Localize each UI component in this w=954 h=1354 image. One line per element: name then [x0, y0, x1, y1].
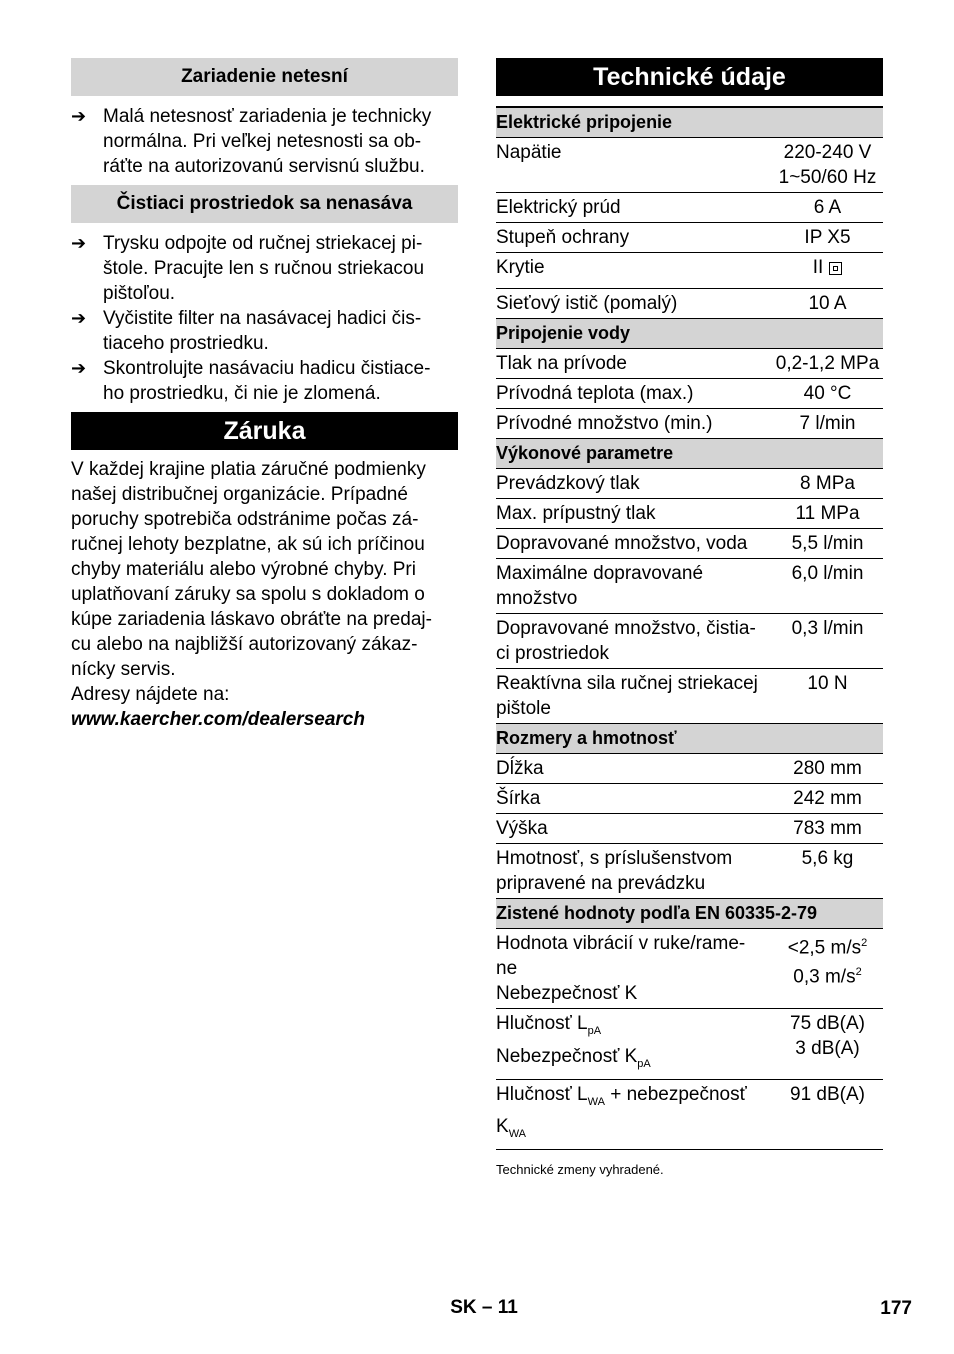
section-title: Elektrické pripojenie: [496, 107, 883, 138]
table-row: [496, 814, 883, 844]
leak-bullets: [71, 104, 458, 179]
row-value: 40 °C: [772, 379, 883, 409]
section-row: [496, 899, 883, 929]
row-label: Stupeň ochrany: [496, 223, 772, 253]
row-label: Šírka: [496, 784, 772, 814]
power-label: Hlučnosť L: [496, 1083, 588, 1105]
footnote: Technické zmeny vyhradené.: [496, 1162, 664, 1178]
table-row: [496, 1009, 883, 1080]
table-row: [496, 529, 883, 559]
row-value: 6,0 l/min: [772, 559, 883, 614]
subscript: WA: [587, 1095, 605, 1108]
section-title: Výkonové parametre: [496, 439, 883, 469]
section-row: [496, 107, 883, 138]
row-value: 7 l/min: [772, 409, 883, 439]
subscript: WA: [508, 1128, 526, 1141]
row-label: Napätie: [496, 138, 772, 193]
section-page-label: SK – 11: [450, 1297, 518, 1318]
uncertainty-label: Nebezpečnosť K: [496, 983, 638, 1004]
arrow-icon: ➔: [71, 106, 87, 126]
arrow-icon: ➔: [71, 358, 87, 378]
arrow-icon: ➔: [71, 308, 87, 328]
paragraph-line: našej distribučnej organizácie. Prípadné: [71, 484, 408, 505]
section-row: [496, 439, 883, 469]
bullet-item: [71, 104, 458, 179]
row-value: 91 dB(A): [772, 1079, 883, 1150]
row-label: Prívodné množstvo (min.): [496, 409, 772, 439]
row-value: 0,2-1,2 MPa: [772, 349, 883, 379]
bullet-line: štole. Pracujte len s ručnou striekacou: [103, 258, 425, 279]
table-row: [496, 193, 883, 223]
row-label: Reaktívna sila ručnej striekacej pištole: [496, 669, 772, 724]
bullet-line: Malá netesnosť zariadenia je technicky: [103, 106, 432, 127]
detergent-bullets: [71, 231, 458, 406]
row-value: 5,6 kg: [772, 844, 883, 899]
row-label: [496, 1009, 772, 1080]
row-value: 783 mm: [772, 814, 883, 844]
paragraph-line: poruchy spotrebiča odstránime počas zá-: [71, 509, 419, 530]
subscript: pA: [637, 1057, 651, 1070]
voltage-value: 220-240 V: [783, 142, 872, 163]
bullet-line: normálna. Pri veľkej netesnosti sa ob-: [103, 131, 422, 152]
table-row: [496, 929, 883, 1009]
paragraph-line: V každej krajine platia záručné podmienky: [71, 459, 426, 480]
vibration-label: Hodnota vibrácií v ruke/rame-ne: [496, 933, 746, 979]
vibration-value: <2,5 m/s: [787, 937, 862, 959]
left-column: [71, 58, 458, 732]
table-row: [496, 784, 883, 814]
row-value: 5,5 l/min: [772, 529, 883, 559]
bullet-item: [71, 231, 458, 306]
superscript: 2: [861, 937, 868, 949]
row-label: Prevádzkový tlak: [496, 469, 772, 499]
paragraph-line: uplatňovaní záruky sa spolu s dokladom o: [71, 584, 425, 605]
row-value: [772, 138, 883, 193]
table-row: [496, 253, 883, 289]
tech-data-heading: Technické údaje: [496, 58, 883, 96]
section-title: Pripojenie vody: [496, 319, 883, 349]
noise-label: Hlučnosť L: [496, 1013, 588, 1034]
power-label: + nebezpečnosť K: [496, 1083, 747, 1138]
table-row: [496, 138, 883, 193]
subscript: pA: [587, 1024, 602, 1037]
spec-table: [496, 106, 883, 1150]
leak-heading: Zariadenie netesní: [71, 58, 458, 96]
table-row: [496, 469, 883, 499]
row-value: 11 MPa: [772, 499, 883, 529]
table-row: [496, 223, 883, 253]
section-title: Zistené hodnoty podľa EN 60335-2-79: [496, 899, 883, 929]
warranty-text: [71, 457, 458, 732]
table-row: [496, 844, 883, 899]
table-row: [496, 614, 883, 669]
table-row: [496, 499, 883, 529]
bullet-line: Skontrolujte nasávaciu hadicu čistiace-: [103, 358, 431, 379]
row-value: [772, 1009, 883, 1080]
row-value: 242 mm: [772, 784, 883, 814]
frequency-value: 1~50/60 Hz: [778, 167, 877, 188]
row-label: Krytie: [496, 253, 772, 289]
row-value: IP X5: [772, 223, 883, 253]
bullet-line: ráťte na autorizovanú servisnú službu.: [103, 156, 425, 177]
protection-class-icon: [829, 262, 842, 275]
detergent-heading: Čistiaci prostriedok sa nenasáva: [71, 185, 458, 223]
row-label: Dopravované množstvo, voda: [496, 529, 772, 559]
row-label: [496, 929, 772, 1009]
row-label: Dopravované množstvo, čistia-ci prostriedok: [496, 614, 772, 669]
table-row: [496, 754, 883, 784]
row-label: Sieťový istič (pomalý): [496, 289, 772, 319]
paragraph-line: cu alebo na najbližší autorizovaný zákaz-: [71, 634, 418, 655]
warranty-heading: Záruka: [71, 412, 458, 450]
paragraph-line: chyby materiálu alebo výrobné chyby. Pri: [71, 559, 416, 580]
noise-k-label: Nebezpečnosť K: [496, 1045, 638, 1067]
paragraph-line: Adresy nájdete na:: [71, 684, 230, 705]
section-row: [496, 319, 883, 349]
paragraph-line: nícky servis.: [71, 659, 176, 680]
table-row: [496, 669, 883, 724]
table-row: [496, 289, 883, 319]
bullet-line: ho prostriedku, či nie je zlomená.: [103, 383, 381, 404]
row-label: Tlak na prívode: [496, 349, 772, 379]
section-title: Rozmery a hmotnosť: [496, 724, 883, 754]
table-row: [496, 409, 883, 439]
table-row: [496, 559, 883, 614]
row-value: 6 A: [772, 193, 883, 223]
table-row: [496, 379, 883, 409]
uncertainty-value: 0,3 m/s: [793, 966, 856, 988]
row-label: Prívodná teplota (max.): [496, 379, 772, 409]
superscript: 2: [855, 966, 862, 979]
row-label: Max. prípustný tlak: [496, 499, 772, 529]
table-row: [496, 1079, 883, 1150]
row-label: Elektrický prúd: [496, 193, 772, 223]
row-value: 10 N: [772, 669, 883, 724]
dealer-search-link[interactable]: www.kaercher.com/dealersearch: [71, 709, 365, 730]
bullet-line: Trysku odpojte od ručnej striekacej pi-: [103, 233, 423, 254]
row-value: 10 A: [772, 289, 883, 319]
row-label: Výška: [496, 814, 772, 844]
row-value: 0,3 l/min: [772, 614, 883, 669]
row-label: [496, 1079, 772, 1150]
row-value: 280 mm: [772, 754, 883, 784]
bullet-line: pištoľou.: [103, 283, 176, 304]
paragraph-line: ručnej lehoty bezplatne, ak sú ich príčinou: [71, 534, 425, 555]
cover-value: II: [812, 257, 824, 278]
row-value: [772, 253, 883, 289]
row-label: Maximálne dopravované množstvo: [496, 559, 772, 614]
arrow-icon: ➔: [71, 233, 87, 253]
right-column: [496, 58, 883, 1177]
bullet-item: [71, 356, 458, 406]
row-value: 8 MPa: [772, 469, 883, 499]
row-label: Dĺžka: [496, 754, 772, 784]
table-row: [496, 349, 883, 379]
bullet-line: tiaceho prostriedku.: [103, 333, 269, 354]
noise-value: 75 dB(A): [790, 1013, 865, 1034]
page-number: 177: [880, 1298, 912, 1319]
row-value: [772, 929, 883, 1009]
noise-k-value: 3 dB(A): [795, 1038, 860, 1059]
paragraph-line: kúpe zariadenia láskavo obráťte na predaj-: [71, 609, 432, 630]
bullet-item: [71, 306, 458, 356]
bullet-line: Vyčistite filter na nasávacej hadici čis-: [103, 308, 422, 329]
row-label: Hmotnosť, s príslušenstvom pripravené na prevádzku: [496, 844, 772, 899]
section-row: [496, 724, 883, 754]
